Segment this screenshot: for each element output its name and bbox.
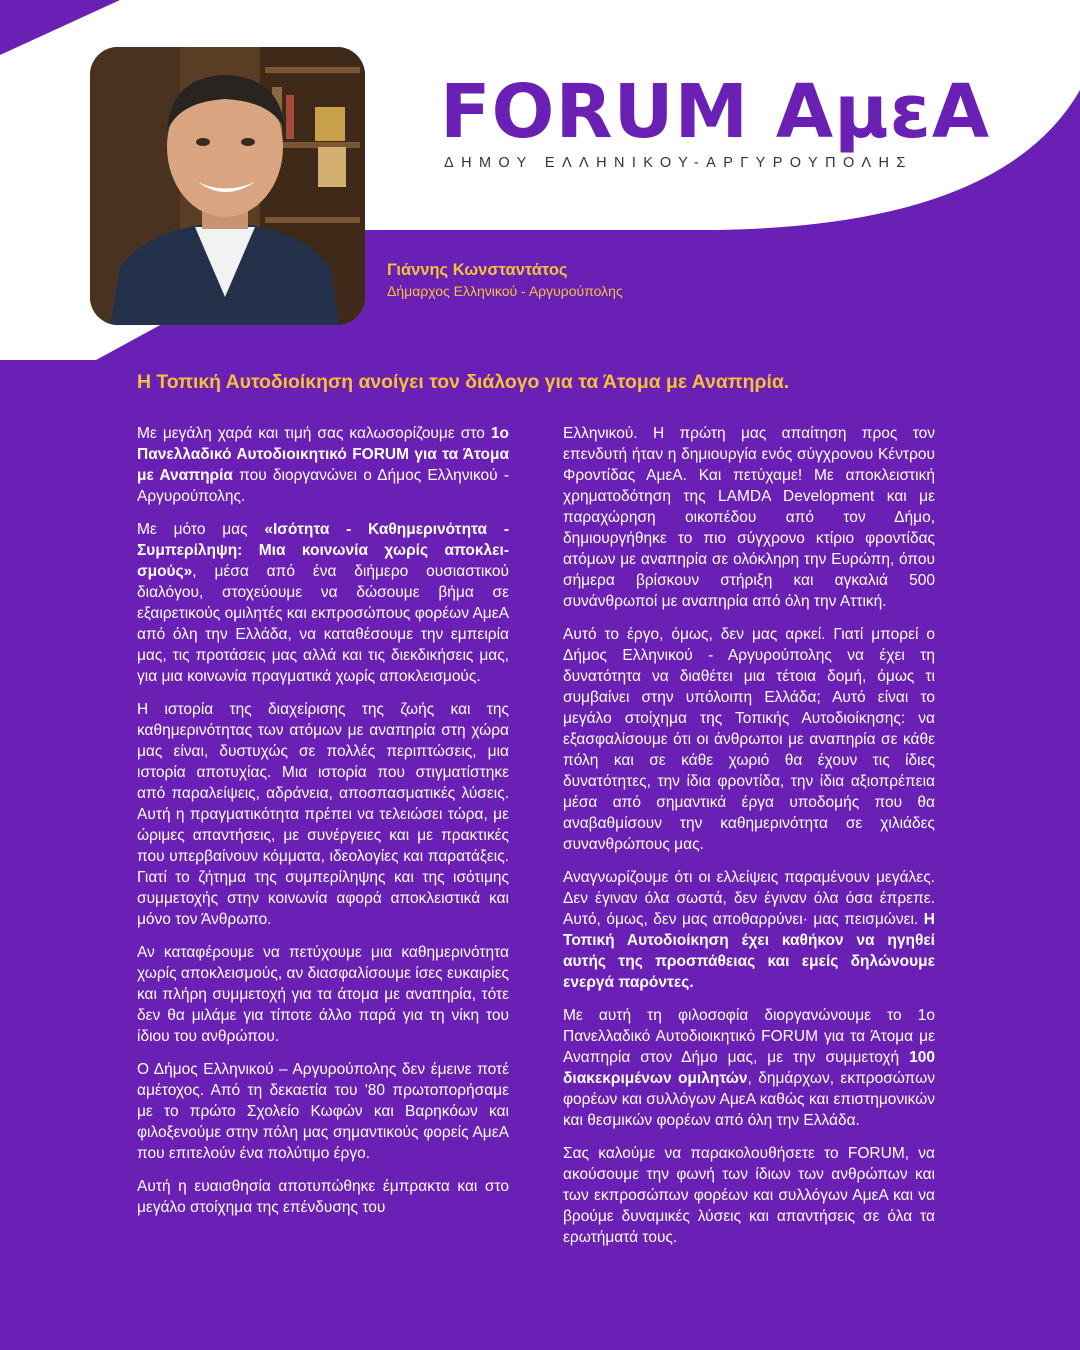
person-caption: [387, 260, 623, 301]
paragraph: Αυτή η ευαισθησία αποτυπώθηκε έμπρακτα και στο μεγάλο στοίχημα της επένδυσης του: [137, 1178, 509, 1216]
logo-title: FORUM ΑμεΑ: [440, 69, 991, 155]
forum-logo: [440, 69, 991, 172]
paragraph: Σας καλούμε να παρακολουθήσετε το FORUM, να ακούσουμε την φωνή των ίδιων των ανθρώπων και των εκπροσώπων φορέων και συλλόγων ΑμεΑ και να βρούμε δυναμικές λύσεις και απαντήσεις σε όλα τα ερωτήματά τους.: [563, 1145, 935, 1246]
headline: Η Τοπική Αυτοδιοίκηση ανοίγει τον διάλογο για τα Άτομα με Αναπηρία.: [137, 371, 790, 393]
paragraph: Ελληνικού. Η πρώτη μας απαίτηση προς τον επενδυτή ήταν η δημιουργία ενός σύγχρονου Κέντρου Φροντίδας ΑμεΑ. Και πετύχαμε! Με αποκλειστική χρηματοδότηση της LAMDA Development και με παραχώρηση οικοπέδου από τον Δήμο, δημιουργήθηκε το πιο σύγχρονο κτίριο φροντίδας ατόμων με αναπηρία σε ολόκληρη την Ευρώπη, όπου σήμερα βρίσκουν στήριξη και αγκαλιά 500 συνάνθρωποί με αναπηρία από όλη την Αττική.: [563, 425, 935, 610]
paragraph: Αν καταφέρουμε να πετύχουμε μια καθημερινότητα χωρίς αποκλεισμούς, αν διασφαλίσουμε ίσες ευκαιρίες και πλήρη συμμετοχή για τα άτομα με αναπηρία, τότε δεν θα μιλάμε για τίποτε άλλο παρά για τη νίκη του ίδιου του ανθρώπου.: [137, 944, 509, 1045]
logo-subtitle: ΔΗΜΟΥ ΕΛΛΗΝΙΚΟΥ-ΑΡΓΥΡΟΥΠΟΛΗΣ: [444, 155, 913, 171]
paragraph: Ο Δήμος Ελληνικού – Αργυρούπολης δεν έμεινε ποτέ αμέτοχος. Από τη δεκαετία του '80 πρωτοπορήσαμε με το πρώτο Σχολείο Κωφών και Βαρηκόων και φιλοξενούμε στην πόλη μας σημαντικούς φορείς ΑμεΑ που επιτελούν ένα πολύτιμο έργο.: [137, 1061, 509, 1162]
person-name: Γιάννης Κωνσταντάτος: [387, 261, 568, 279]
person-role: Δήμαρχος Ελληνικού - Αργυρούπολης: [387, 283, 623, 299]
paragraph: Αυτό το έργο, όμως, δεν μας αρκεί. Γιατί μπορεί ο Δήμος Ελληνικού - Αργυρούπολης να έχει τη δυνατότητα να διαθέτει μια τέτοια δομή, όμως τι συμβαίνει στην υπόλοιπη Ελλάδα; Αυτό είναι το μεγάλο στοίχημα της Τοπικής Αυτοδιοίκησης: να εξασφαλίσουμε ότι οι άνθρωποι με αναπηρία σε κάθε πόλη και σε κάθε χωριό θα έχουν τις ίδιες δυνατότητες, την ίδια φροντίδα, την ίδια αξιοπρέπεια μέσα από σημαντικά έργα υποδομής που θα αναβαθμίσουν την καθημερινότητα σε χιλιάδες συνανθρώπους μας.: [563, 626, 935, 853]
portrait-photo: [90, 47, 365, 325]
paragraph: Αναγνωρίζουμε ότι οι ελλείψεις παραμένουν μεγάλες. Δεν έγιναν όλα σωστά, δεν έγιναν όλα όσα έπρεπε. Αυτό, όμως, δεν μας αποθαρρύνει· μας πεισμώνει. Η Τοπική Αυτοδιοίκηση έχει καθήκον να ηγηθεί αυτής της προσπάθειας και εμείς δηλώνουμε ενεργά παρόντες.: [563, 869, 935, 991]
right-column: [563, 423, 935, 1260]
paragraph: Με μότο μας «Ισότητα - Καθημερινότητα - Συμπερίληψη: Μια κοινωνία χωρίς αποκλεισμούς», μέσα από ένα διήμερο ουσιαστικού διαλόγου, στοχεύουμε να δώσουμε βήμα σε εξαιρετικούς ομιλητές και εκπροσώπους φορέων ΑμεΑ από όλη την Ελλάδα, να καταθέσουμε την εμπειρία μας, τις προτάσεις μας αλλά και τις διεκδικήσεις μας, για μια κοινωνία πραγματικά χωρίς αποκλεισμούς.: [137, 521, 509, 685]
paragraph: Η ιστορία της διαχείρισης της ζωής και της καθημερινότητας των ατόμων με αναπηρία στη χώρα μας είναι, δυστυχώς σε πολλές περιπτώσεις, μια ιστορία αποτυχίας. Μια ιστορία που στιγματίστηκε από παραλείψεις, αδράνεια, αποσπασματικές λύσεις. Αυτή η πραγματικότητα πρέπει να τελειώσει τώρα, με ώριμες απαντήσεις, με συνέργειες και με πρακτικές που υπερβαίνουν κόμματα, ιδεολογίες και παρατάξεις. Γιατί το ζήτημα της συμπερίληψης και της ισότιμης συμμετοχής στην κοινωνία αφορά αποκλειστικά και μόνο τον Άνθρωπο.: [137, 701, 509, 928]
paragraph: Με αυτή τη φιλοσοφία διοργανώνουμε το 1ο Πανελλαδικό Αυτοδιοικητικό FORUM για τα Άτομα με Αναπηρία στον Δήμο μας, με την συμμετοχή 100 διακεκριμένων ομιλητών, δημάρχων, εκπροσώπων φορέων και συλλόγων ΑμεΑ καθώς και επιστημονικών και θεσμικών φορέων από όλη την Ελλάδα.: [563, 1007, 935, 1129]
left-column: [137, 423, 509, 1230]
paragraph: Με μεγάλη χαρά και τιμή σας καλωσορίζουμε στο 1ο Πανελλαδικό Αυτοδιοικητικό FORUM για τα Άτομα με Αναπηρία που διοργανώνει ο Δήμος Ελληνικού - Αργυρούπολης.: [137, 425, 509, 505]
